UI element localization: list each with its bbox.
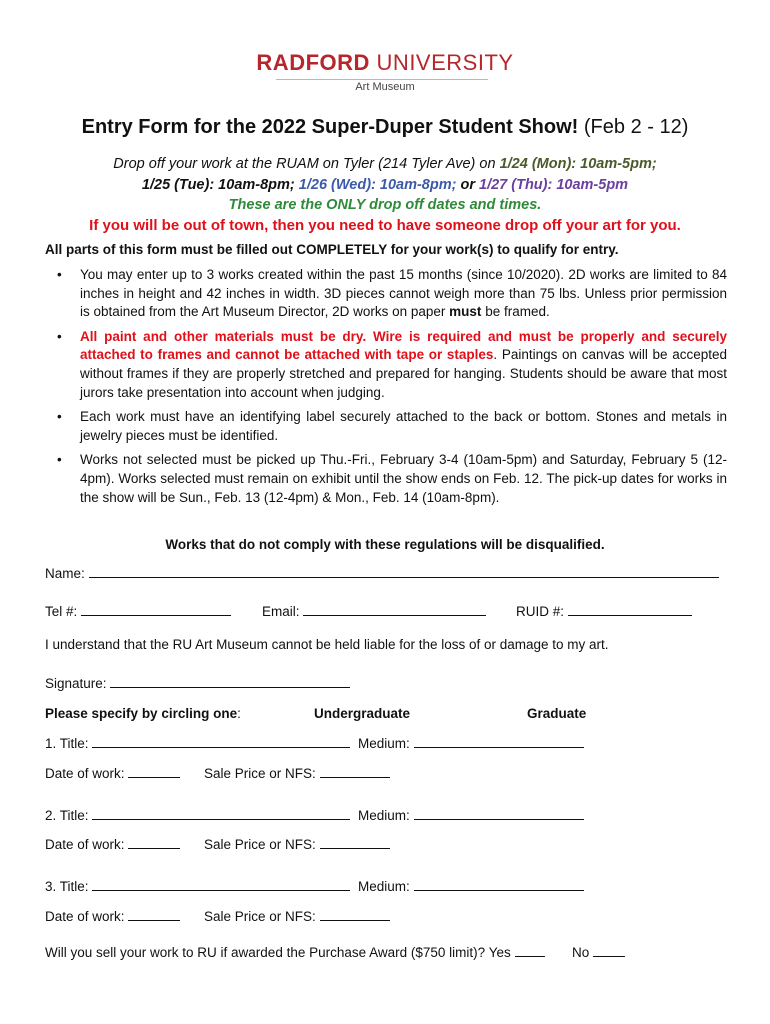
work-title-label: 1. Title:: [45, 736, 89, 751]
work-title-label: 3. Title:: [45, 879, 89, 894]
work-date-label: Date of work:: [45, 909, 125, 924]
no-field[interactable]: [593, 945, 625, 957]
purchase-award-row: [45, 945, 625, 960]
specify-label: Please specify by circling one: [45, 706, 238, 721]
work-medium-label: Medium:: [358, 879, 410, 894]
work-1-sale-field[interactable]: [320, 766, 390, 778]
work-sale-label: Sale Price or NFS:: [204, 837, 316, 852]
work-1-sale-row: [204, 766, 390, 781]
signature-field[interactable]: [110, 676, 350, 688]
work-2-medium-field[interactable]: [414, 808, 584, 820]
bullet-icon: •: [57, 267, 62, 282]
work-3-title-row: [45, 879, 350, 894]
undergraduate-option[interactable]: Undergraduate: [314, 706, 411, 721]
dropoff-intro: Drop off your work at the RUAM on Tyler (214 Tyler Ave) on: [113, 156, 500, 172]
yes-field[interactable]: [515, 945, 545, 957]
rules-list: [45, 266, 727, 513]
rule-text: Works not selected must be picked up Thu.-Fri., February 3-4 (10am-5pm) and Saturday, February 5 (12-4pm). Works selected must remain on exhibit until the show ends on Feb. 12. The pick-up dates for works in the show will be Sun., Feb. 13 (12-4pm) & Mon., Feb. 14 (10am-8pm).: [80, 452, 727, 505]
ruid-label: RUID #:: [516, 604, 565, 619]
dropoff-date-3: 1/26 (Wed): 10am-8pm;: [298, 177, 457, 193]
tel-label: Tel #:: [45, 604, 78, 619]
purchase-award-question: Will you sell your work to RU if awarded the Purchase Award ($750 limit)?: [45, 945, 486, 960]
name-row: [45, 566, 719, 581]
work-medium-label: Medium:: [358, 736, 410, 751]
completion-requirement: All parts of this form must be filled out COMPLETELY for your work(s) to qualify for entry.: [45, 242, 619, 257]
work-3-medium-field[interactable]: [414, 879, 584, 891]
bullet-icon: •: [57, 328, 62, 344]
title-dates: (Feb 2 - 12): [583, 116, 689, 138]
bullet-icon: •: [57, 409, 62, 425]
specify-row: [45, 706, 241, 721]
rule-item: [45, 266, 727, 322]
rule-text: be framed.: [481, 304, 550, 320]
work-3-date-field[interactable]: [128, 909, 180, 921]
page-title: [0, 116, 770, 139]
name-field[interactable]: [89, 566, 719, 578]
university-logo: [0, 50, 770, 76]
work-1-date-field[interactable]: [128, 766, 180, 778]
dropoff-line-1: [0, 156, 770, 172]
rule-emphasis: must: [449, 304, 482, 320]
signature-label: Signature:: [45, 676, 107, 691]
work-2-date-row: [45, 837, 180, 852]
rule-text: Each work must have an identifying label securely attached to the back or bottom. Stones and metals in jewelry pieces must be identified.: [80, 409, 727, 443]
logo-divider: [276, 79, 488, 80]
work-3-medium-row: [358, 879, 584, 894]
dropoff-or: or: [456, 177, 480, 193]
work-title-label: 2. Title:: [45, 808, 89, 823]
dropoff-only-notice: These are the ONLY drop off dates and times.: [228, 197, 542, 213]
work-medium-label: Medium:: [358, 808, 410, 823]
work-2-medium-row: [358, 808, 584, 823]
email-field[interactable]: [303, 604, 486, 616]
tel-row: [45, 604, 231, 619]
work-3-sale-field[interactable]: [320, 909, 390, 921]
work-sale-label: Sale Price or NFS:: [204, 909, 316, 924]
dropoff-date-4: 1/27 (Thu): 10am-5pm: [479, 177, 629, 193]
out-of-town-notice: If you will be out of town, then you need to have someone drop off your art for you.: [89, 217, 681, 234]
work-2-title-row: [45, 808, 350, 823]
email-row: [262, 604, 486, 619]
work-2-date-field[interactable]: [128, 837, 180, 849]
logo-brand-rest: UNIVERSITY: [376, 50, 514, 75]
tel-field[interactable]: [81, 604, 231, 616]
work-3-date-row: [45, 909, 180, 924]
work-date-label: Date of work:: [45, 837, 125, 852]
dropoff-date-1: 1/24 (Mon): 10am-5pm;: [499, 156, 657, 172]
work-1-title-row: [45, 736, 350, 751]
ruid-field[interactable]: [568, 604, 692, 616]
work-1-date-row: [45, 766, 180, 781]
no-label: No: [572, 945, 590, 960]
ruid-row: [516, 604, 692, 619]
work-2-sale-row: [204, 837, 390, 852]
graduate-option[interactable]: Graduate: [527, 706, 587, 721]
name-label: Name:: [45, 566, 85, 581]
title-main: Entry Form for the 2022 Super-Duper Student Show!: [81, 116, 579, 138]
logo-subtitle: Art Museum: [355, 81, 415, 93]
bullet-icon: •: [57, 452, 62, 468]
yes-label: Yes: [488, 945, 511, 960]
work-2-title-field[interactable]: [92, 808, 350, 820]
rule-item: [45, 451, 727, 507]
work-1-title-field[interactable]: [92, 736, 350, 748]
rule-item: [45, 328, 727, 402]
rule-warning: All paint and other materials must be dry. Wire is required and must be properly and securely attached to frames and cannot be attached with tape or staples: [80, 328, 727, 363]
disqualification-notice: Works that do not comply with these regulations will be disqualified.: [165, 537, 605, 552]
work-1-medium-row: [358, 736, 584, 751]
rule-item: [45, 408, 727, 445]
specify-colon: :: [237, 706, 241, 721]
work-date-label: Date of work:: [45, 766, 125, 781]
dropoff-date-2: 1/25 (Tue): 10am-8pm;: [141, 177, 295, 193]
work-sale-label: Sale Price or NFS:: [204, 766, 316, 781]
liability-statement: I understand that the RU Art Museum cannot be held liable for the loss of or damage to my art.: [45, 637, 609, 652]
rule-text: You may enter up to 3 works created within the past 15 months (since 10/2020). 2D works are limited to 84 inches in height and 42 inches in width. 3D pieces cannot weigh more than 75 lbs. Unless prior permission is obtained from the Art Museum Director, 2D works on paper: [80, 267, 727, 320]
work-2-sale-field[interactable]: [320, 837, 390, 849]
signature-row: [45, 676, 350, 691]
email-label: Email:: [262, 604, 300, 619]
work-3-title-field[interactable]: [92, 879, 350, 891]
rule-text: . Paintings on canvas will be accepted without frames if they are properly stretched and prepared for hanging. Students should be aware that most jurors take presentation into account when judging.: [80, 347, 728, 400]
work-1-medium-field[interactable]: [414, 736, 584, 748]
logo-brand-bold: RADFORD: [256, 50, 370, 75]
work-3-sale-row: [204, 909, 390, 924]
dropoff-line-2: [0, 177, 770, 193]
